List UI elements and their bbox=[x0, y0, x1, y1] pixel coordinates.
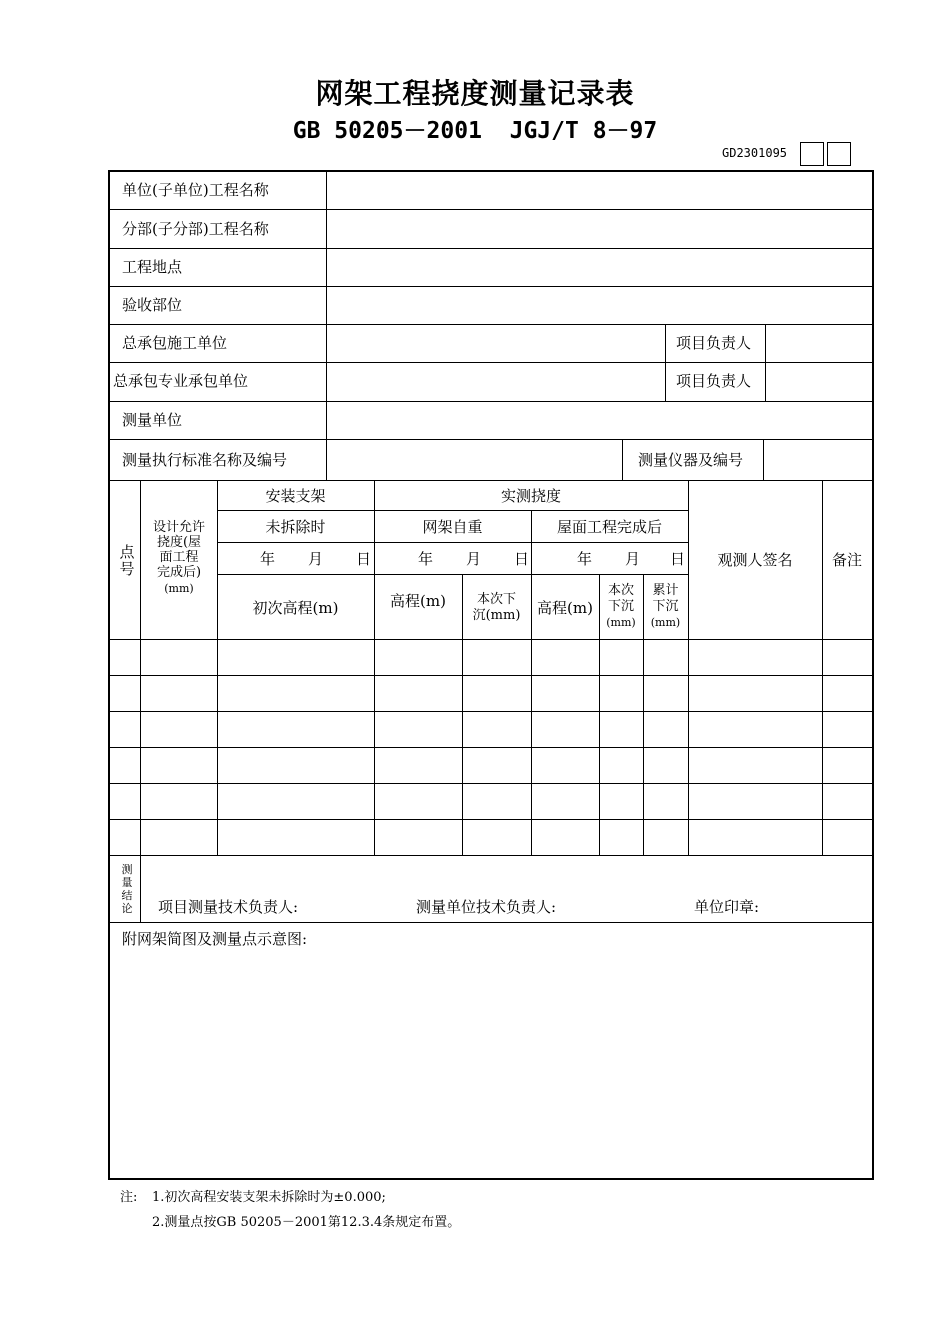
general-contractor-label: 总承包施工单位 bbox=[122, 334, 228, 352]
form-title: 网架工程挠度测量记录表 bbox=[315, 77, 635, 110]
unit-name-label: 单位(子单位)工程名称 bbox=[122, 181, 269, 199]
tech-lead-label: 项目测量技术负责人: bbox=[158, 898, 299, 916]
record-form bbox=[108, 170, 874, 1180]
day-label-3: 日 bbox=[670, 550, 686, 568]
conclusion-label-1: 测 bbox=[121, 863, 133, 876]
note-2: 2.测量点按GB 50205－2001第12.3.4条规定布置。 bbox=[152, 1215, 461, 1230]
self-weight-header: 网架自重 bbox=[422, 518, 483, 536]
conclusion-label-2: 量 bbox=[121, 876, 133, 889]
design-deflection-header-3: 面工程 bbox=[159, 550, 199, 565]
remarks-header: 备注 bbox=[831, 551, 862, 569]
conclusion-label-4: 论 bbox=[121, 902, 133, 915]
day-label-1: 日 bbox=[356, 550, 372, 568]
roof-complete-header: 屋面工程完成后 bbox=[556, 518, 662, 536]
measured-deflection-header: 实测挠度 bbox=[500, 487, 561, 505]
cumulative-settlement-header-b: 下沉 bbox=[652, 599, 679, 614]
code-box-2[interactable] bbox=[827, 142, 851, 166]
point-no-header: 点号 bbox=[119, 543, 135, 578]
project-manager-label-1: 项目负责人 bbox=[676, 334, 752, 352]
design-deflection-header-5: (mm) bbox=[164, 582, 194, 595]
seal-label: 单位印章: bbox=[694, 898, 760, 916]
elevation-header-1: 高程(m) bbox=[390, 592, 446, 610]
unit-tech-lead-label: 测量单位技术负责人: bbox=[416, 898, 557, 916]
cumulative-settlement-header-c: (mm) bbox=[650, 616, 681, 629]
observer-signature-header: 观测人签名 bbox=[717, 551, 793, 569]
not-removed-header: 未拆除时 bbox=[265, 518, 326, 536]
sketch-label: 附网架简图及测量点示意图: bbox=[122, 930, 308, 948]
standard-label: 测量执行标准名称及编号 bbox=[122, 451, 288, 469]
month-label-3: 月 bbox=[625, 550, 641, 568]
cumulative-settlement-header-a: 累计 bbox=[652, 583, 679, 598]
year-label-2: 年 bbox=[418, 550, 434, 568]
elevation-header-2: 高程(m) bbox=[537, 599, 593, 617]
acceptance-part-label: 验收部位 bbox=[122, 296, 183, 314]
this-settlement-header-2b: 下沉 bbox=[607, 599, 634, 614]
this-settlement-header-2a: 本次 bbox=[607, 583, 634, 598]
month-label-2: 月 bbox=[466, 550, 482, 568]
design-deflection-header-4: 完成后) bbox=[156, 565, 202, 580]
location-label: 工程地点 bbox=[122, 258, 183, 276]
this-settlement-header-1b: 沉(mm) bbox=[472, 608, 521, 623]
design-deflection-header-2: 挠度(屋 bbox=[156, 535, 202, 550]
this-settlement-header-2c: (mm) bbox=[606, 616, 636, 629]
note-prefix: 注: bbox=[120, 1190, 138, 1205]
note-1: 1.初次高程安装支架未拆除时为±0.000; bbox=[152, 1190, 386, 1205]
project-manager-label-2: 项目负责人 bbox=[676, 372, 752, 390]
code-box-1[interactable] bbox=[800, 142, 824, 166]
sub-unit-name-label: 分部(子分部)工程名称 bbox=[122, 220, 269, 238]
year-label-1: 年 bbox=[260, 550, 276, 568]
survey-unit-label: 测量单位 bbox=[122, 411, 183, 429]
form-standards: GB 50205－2001 JGJ/T 8－97 bbox=[292, 118, 658, 144]
design-deflection-header-1: 设计允许 bbox=[152, 520, 205, 535]
form-code-text: GD2301095 bbox=[722, 146, 788, 160]
initial-elevation-header: 初次高程(m) bbox=[252, 599, 339, 617]
conclusion-label-3: 结 bbox=[121, 889, 133, 902]
month-label-1: 月 bbox=[308, 550, 324, 568]
year-label-3: 年 bbox=[577, 550, 593, 568]
install-support-header: 安装支架 bbox=[265, 487, 326, 505]
specialty-contractor-label: 总承包专业承包单位 bbox=[113, 372, 249, 390]
instrument-label: 测量仪器及编号 bbox=[638, 451, 744, 469]
day-label-2: 日 bbox=[514, 550, 530, 568]
this-settlement-header-1a: 本次下 bbox=[476, 592, 516, 607]
